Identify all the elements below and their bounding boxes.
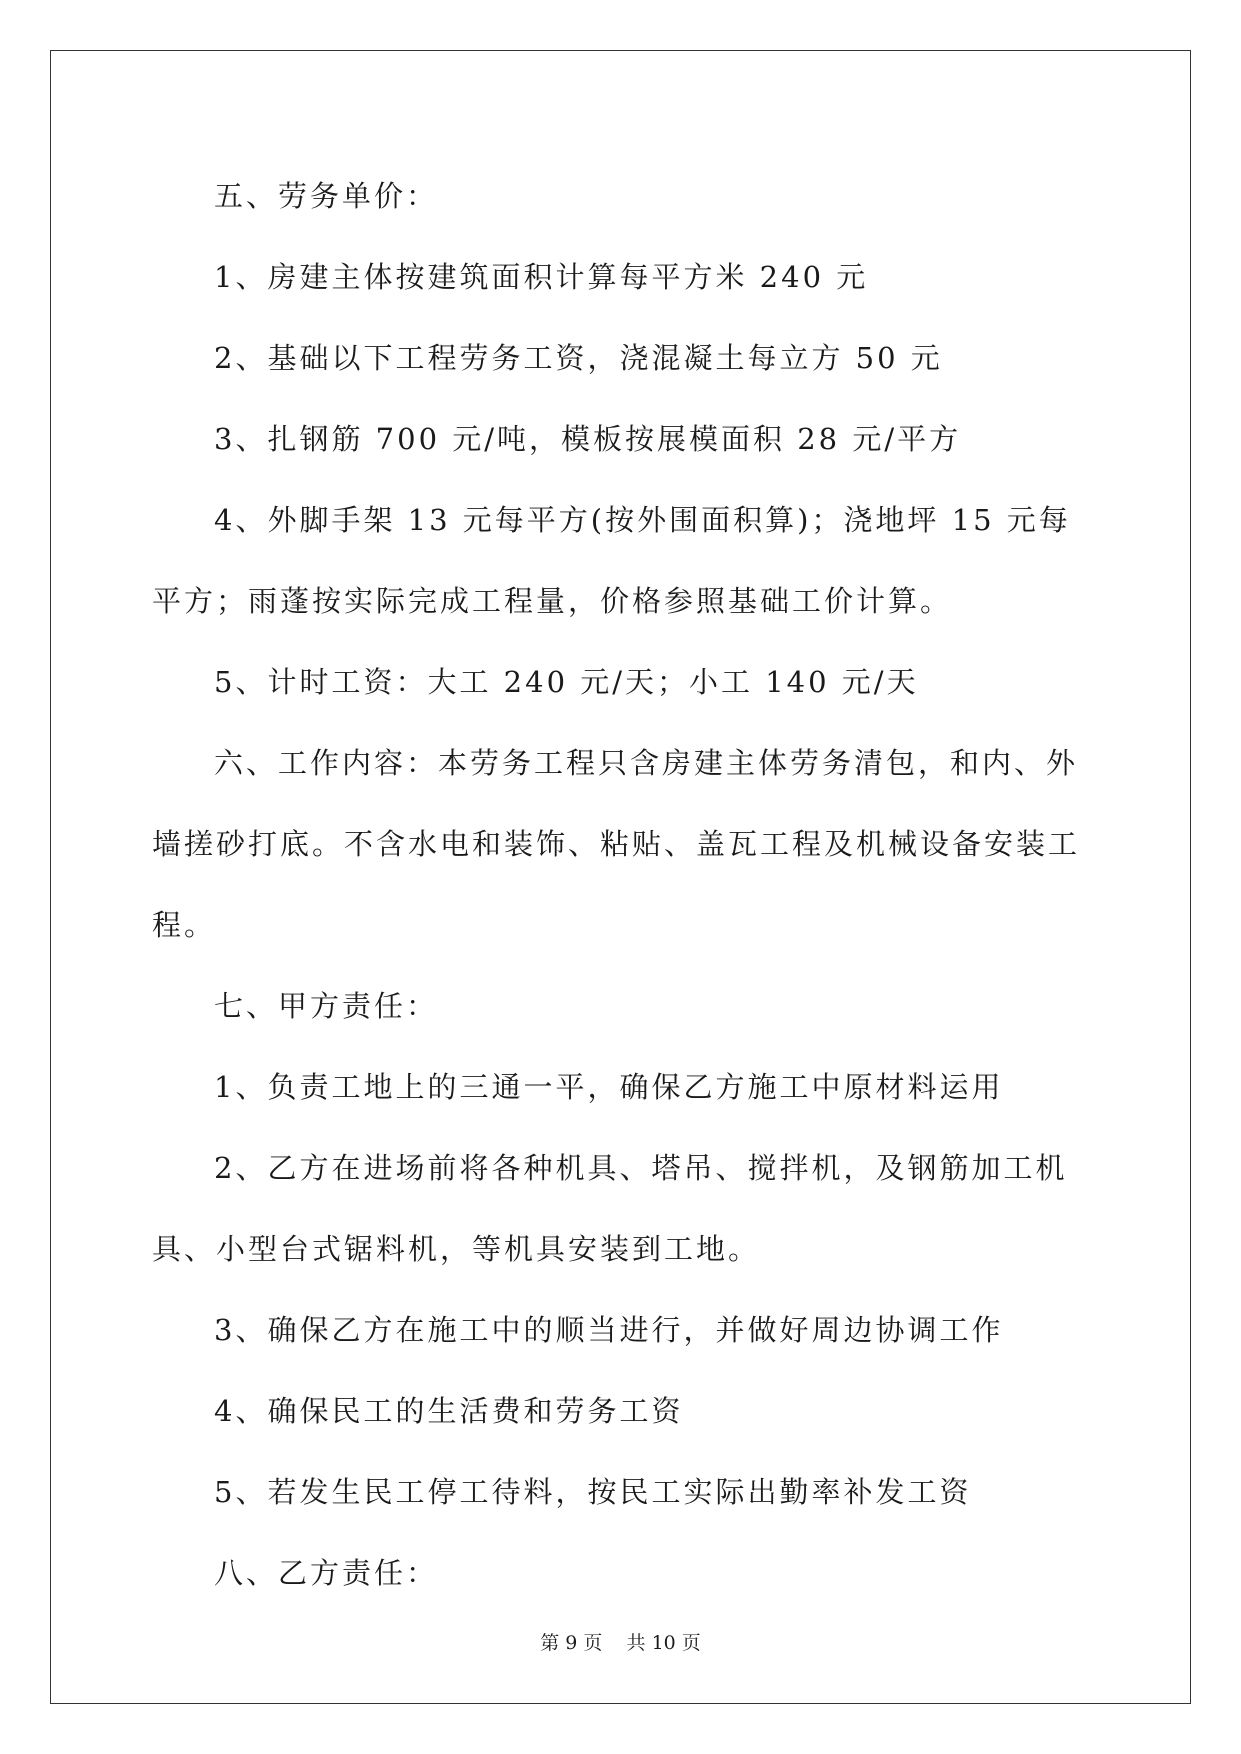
- paragraph: 5、若发生民工停工待料，按民工实际出勤率补发工资: [214, 1475, 972, 1509]
- paragraph: 2、乙方在进场前将各种机具、塔吊、搅拌机，及钢筋加工机具、小型台式锯料机，等机具安装到工地。: [152, 1151, 1068, 1266]
- paragraph: 3、扎钢筋 700 元/吨，模板按展模面积 28 元/平方: [214, 422, 962, 456]
- paragraph: 1、负责工地上的三通一平，确保乙方施工中原材料运用: [214, 1070, 1004, 1104]
- paragraph: 3、确保乙方在施工中的顺当进行，并做好周边协调工作: [214, 1313, 1004, 1347]
- page-number: 第 9 页: [540, 1632, 603, 1654]
- document-body: [152, 156, 1102, 1614]
- page-total: 共 10 页: [626, 1632, 701, 1654]
- section-heading-party-b: 八、乙方责任：: [214, 1556, 439, 1590]
- paragraph: 5、计时工资：大工 240 元/天；小工 140 元/天: [214, 665, 919, 699]
- paragraph: 4、外脚手架 13 元每平方(按外围面积算)；浇地坪 15 元每平方；雨蓬按实际完成工程量，价格参照基础工价计算。: [152, 503, 1071, 618]
- paragraph: 2、基础以下工程劳务工资，浇混凝土每立方 50 元: [214, 341, 943, 375]
- section-heading-labor-price: 五、劳务单价：: [214, 179, 439, 213]
- section-heading-work-content: 六、工作内容：本劳务工程只含房建主体劳务清包，和内、外墙搓砂打底。不含水电和装饰、粘贴、盖瓦工程及机械设备安装工程。: [152, 746, 1081, 942]
- paragraph: 1、房建主体按建筑面积计算每平方米 240 元: [214, 260, 869, 294]
- section-heading-party-a: 七、甲方责任：: [214, 989, 439, 1023]
- page-footer: [0, 1628, 1241, 1655]
- paragraph: 4、确保民工的生活费和劳务工资: [214, 1394, 684, 1428]
